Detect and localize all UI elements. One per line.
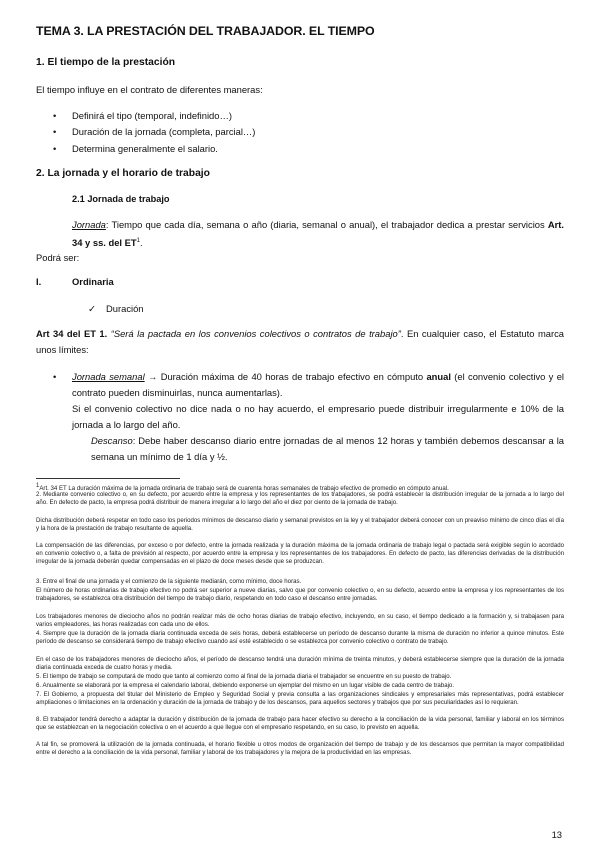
footnote-paragraph: 3. Entre el final de una jornada y el comienzo de la siguiente mediarán, como mínimo, doce horas. [36,578,302,585]
jornada-semanal-text-2: (el convenio colectivo y el contrato pueden disminuirlas, nunca aumentarlas). [72,371,564,398]
ordinaria-heading: Ordinaria [72,276,114,287]
jornada-semanal-paragraph [72,369,564,401]
list-item: Definirá el tipo (temporal, indefinido…) [72,110,232,121]
descanso-paragraph [91,433,564,465]
footnote-marker[interactable]: 1 [136,238,140,244]
list-bullet: • [53,143,57,154]
section-1-heading: 1. El tiempo de la prestación [36,57,176,68]
definition-end: . [139,237,143,249]
list-item: Determina generalmente el salario. [72,143,218,154]
footnote-paragraph: 8. El trabajador tendrá derecho a adaptar la duración y distribución de la jornada de trabajo para hacer efectivo su derecho a la conciliación de la vida personal, familiar y laboral en los términos que se establezcan en la negociación colectiva o en el acuerdo a que llegue con el empresario respetando, en su caso, lo previsto en aquella. [36,716,564,732]
law-reference: Art. 34 y ss. del ET [72,219,564,249]
list-bullet: • [53,110,57,121]
descanso-term: Descanso [91,435,133,446]
section-2-heading: 2. La jornada y el horario de trabajo [36,168,210,179]
descanso-text: : Debe haber descanso diario entre jornadas de al menos 12 horas y también debemos descansar a la semana un mínimo de 1 día y ½. [91,435,564,462]
jornada-semanal-term: Jornada semanal [72,371,145,382]
article-paragraph [36,326,564,358]
footnote-paragraph: A tal fin, se promoverá la utilización de la jornada continuada, el horario flexible u otros modos de organización del tiempo de trabajo y de los descansos que permitan la mayor compatibilidad entre el derecho a la conciliación de la vida personal, familiar y laboral de los trabajadores y la mejora de la productividad en las empresas. [36,741,564,757]
footnote-paragraph: 7. El Gobierno, a propuesta del titular del Ministerio de Empleo y Seguridad Social y previa consulta a las organizaciones sindicales y empresariales más representativas, podrá establecer ampliaciones o limitaciones en la ordenación y duración de la jornada de trabajo y de los descansos, para aquellos sectores y trabajos que por sus peculiaridades así lo requieran. [36,691,564,707]
jornada-semanal-text: → Duración máxima de 40 horas de trabajo efectivo en cómputo [144,371,427,382]
article-rest: . En cualquier caso, el Estatuto marca unos límites: [36,328,564,355]
footnote-paragraph: 2. Mediante convenio colectivo o, en su defecto, por acuerdo entre la empresa y los representantes de los trabajadores, se podrá establecer la distribución irregular de la jornada a lo largo del año. En defecto de pacto, la empresa podrá distribuir de manera irregular a lo largo del año el diez por ciento de la jornada de trabajo. [36,491,564,507]
footnote-paragraph: El número de horas ordinarias de trabajo efectivo no podrá ser superior a nueve diarias, salvo que por convenio colectivo o, en su defecto, acuerdo entre la empresa y los representantes de los trabajadores, se establezca otra distribución del tiempo de trabajo diario, respetando en todo caso el descanso entre jornadas. [36,587,564,603]
list-item: Duración de la jornada (completa, parcial…) [72,126,256,137]
footnote-paragraph: En el caso de los trabajadores menores de dieciocho años, el período de descanso tendrá una duración mínima de treinta minutos, y deberá establecerse siempre que la duración de la jornada diaria continuada exceda de cuatro horas y media. [36,656,564,672]
definition-paragraph [72,217,564,251]
article-quote: “Será la pactada en los convenios colectivos o contratos de trabajo” [107,328,401,339]
podra-ser-text: Podrá ser: [36,252,80,263]
list-bullet: • [53,126,57,137]
roman-numeral: I. [36,276,42,287]
definition-term: Jornada [72,219,106,230]
distribucion-paragraph: Si el convenio colectivo no dice nada o no hay acuerdo, el empresario puede distribuir irregularmente e 10% de la jornada a lo largo del año. [72,403,564,430]
article-reference: Art 34 del ET 1. [36,328,108,339]
check-icon: ✓ [88,303,96,314]
page-number: 13 [551,829,562,840]
footnote-divider [36,478,180,479]
footnote-paragraph: 5. El tiempo de trabajo se computará de modo que tanto al comienzo como al final de la jornada diaria el trabajador se encuentre en su puesto de trabajo. [36,673,452,680]
duracion-label: Duración [106,303,144,314]
footnote-paragraph: Dicha distribución deberá respetar en todo caso los periodos mínimos de descanso diario y semanal previstos en la ley y el trabajador deberá conocer con un preaviso mínimo de cinco días el día y la hora de la prestación de trabajo resultante de aquella. [36,517,564,533]
section-1-intro: El tiempo influye en el contrato de diferentes maneras: [36,84,263,95]
page-title: TEMA 3. LA PRESTACIÓN DEL TRABAJADOR. EL TIEMPO [36,24,375,38]
footnote-number: 1 [36,483,40,489]
footnote-paragraph: 6. Anualmente se elaborará por la empresa el calendario laboral, debiendo exponerse un ejemplar del mismo en un lugar visible de cada centro de trabajo. [36,682,455,689]
footnote-paragraph: 4. Siempre que la duración de la jornada diaria continuada exceda de seis horas, deberá establecerse un período de descanso durante la misma de duración no inferior a quince minutos. Este período de descanso se considerará tiempo de trabajo efectivo cuando así esté establecido o se establezca por convenio colectivo o contrato de trabajo. [36,630,564,646]
definition-text: : Tiempo que cada día, semana o año (diaria, semanal o anual), el trabajador dedica a prestar servicios [105,219,548,230]
footnote-paragraph: La compensación de las diferencias, por exceso o por defecto, entre la jornada realizada y la duración máxima de la jornada ordinaria de trabajo legal o pactada será exigible según lo acordado en convenio colectivo o, a falta de previsión al respecto, por acuerdo entre la empresa y los representantes de los trabajadores. En defecto de pacto, las diferencias derivadas de la distribución irregular de la jornada deberán quedar compensadas en el plazo de doce meses desde que se produzcan. [36,542,564,566]
footnote-paragraph: Los trabajadores menores de dieciocho años no podrán realizar más de ocho horas diarias de trabajo efectivo, incluyendo, en su caso, el tiempo dedicado a la formación y, si trabajasen para varios empleadores, las horas realizadas con cada uno de ellos. [36,613,564,629]
subsection-heading: 2.1 Jornada de trabajo [72,194,170,204]
list-bullet: • [53,371,57,382]
footnote-text: Art. 34 ET La duración máxima de la jornada ordinaria de trabajo será de cuarenta horas semanales de trabajo efectivo de promedio en cómputo anual. [39,485,449,493]
anual-bold: anual [426,371,451,382]
